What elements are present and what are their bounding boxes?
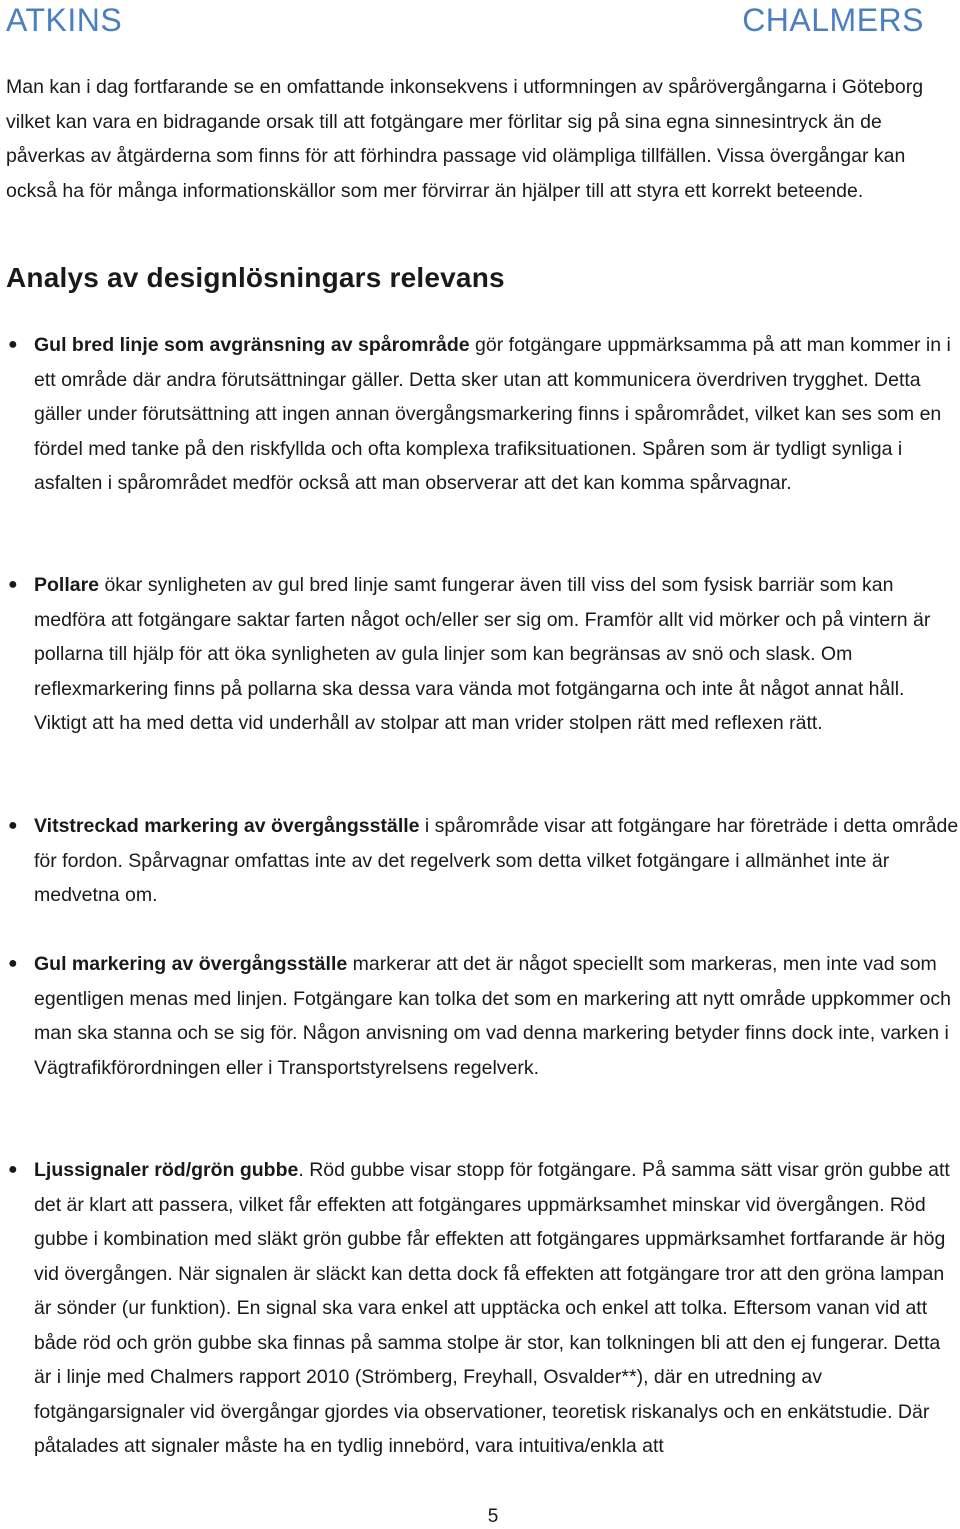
page-header: [0, 0, 960, 44]
bullet-bold-term: Gul markering av övergångsställe: [34, 953, 348, 975]
bullet-body: markerar att det är något speciellt som markeras, men inte vad som egentligen menas med linjen. Fotgängare kan tolka det som en markering att nytt område uppkommer och man ska stanna och se sig för. Någon anvisning om vad denna markering betyder finns dock inte, varken i Vägtrafikförordningen eller i Transportstyrelsens regelverk.: [34, 953, 951, 1079]
chalmers-logo-text: CHALMERS: [742, 2, 924, 38]
bullet-icon: ●: [8, 1161, 18, 1178]
bullet-body: i spårområde visar att fotgängare har företräde i detta område för fordon. Spårvagnar omfattas inte av det regelverk som detta vilket fotgängare i allmänhet inte är medvetna om.: [34, 815, 959, 906]
page-number: 5: [487, 1506, 499, 1527]
bullet-bold-term: Gul bred linje som avgränsning av spårområde: [34, 334, 470, 356]
section-title: Analys av designlösningars relevans: [6, 262, 505, 293]
bullet-icon: ●: [8, 576, 18, 593]
intro-paragraph: Man kan i dag fortfarande se en omfattande inkonsekvens i utformningen av spårövergångarna i Göteborg vilket kan vara en bidragande orsak till att fotgängare mer förlitar sig på sina egna sinnesintryck än de påverkas av åtgärderna som finns för att förhindra passage vid olämpliga tillfällen. Vissa övergångar kan också ha för många informationskällor som mer förvirrar än hjälper till att styra ett korrekt beteende.: [6, 76, 924, 202]
bullet-bold-term: Vitstreckad markering av övergångsställe: [34, 815, 420, 837]
bullet-body: ökar synligheten av gul bred linje samt fungerar även till viss del som fysisk barriär som kan medföra att fotgängare saktar farten något och/eller ser sig om. Framför allt vid mörker och på vintern är pollarna till hjälp för att öka synligheten av gula linjer som kan begränsas av snö och slask. Om reflexmarkering finns på pollarna ska dessa vara vända mot fotgängarna och inte åt något annat håll. Viktigt att ha med detta vid underhåll av stolpar att man vrider stolpen rätt med reflexen rätt.: [34, 574, 931, 734]
bullet-bold-term: Pollare: [34, 574, 100, 596]
atkins-logo-text: ATKINS: [6, 2, 123, 38]
bullet-body: . Röd gubbe visar stopp för fotgängare. På samma sätt visar grön gubbe att det är klart att passera, vilket får effekten att fotgängares uppmärksamhet minskar vid övergången. Röd gubbe i kombination med släkt grön gubbe får effekten att fotgängares uppmärksamhet fortfarande är hög vid övergången. När signalen är släckt kan detta dock få effekten att fotgängare tror att den gröna lampan är sönder (ur funktion). En signal ska vara enkel att upptäcka och enkel att tolka. Eftersom vanan vid att både röd och grön gubbe ska finnas på samma stolpe är stor, kan tolkningen bli att den ej fungerar. Detta är i linje med Chalmers rapport 2010 (Strömberg, Freyhall, Osvalder**), där en utredning av fotgängarsignaler vid övergångar gjordes via observationer, teoretisk riskanalys och en enkätstudie. Där påtalades att signaler måste ha en tydlig innebörd, vara intuitiva/enkla att: [34, 1159, 950, 1457]
bullet-icon: ●: [8, 955, 18, 972]
bullet-bold-term: Ljussignaler röd/grön gubbe: [34, 1159, 299, 1181]
bullet-icon: ●: [8, 817, 18, 834]
bullet-icon: ●: [8, 336, 18, 353]
bullet-body: gör fotgängare uppmärksamma på att man kommer in i ett område där andra förutsättningar gäller. Detta sker utan att kommunicera överdriven trygghet. Detta gäller under förutsättning att ingen annan övergångsmarkering finns i spårområdet, vilket kan ses som en fördel med tanke på den riskfyllda och ofta komplexa trafiksituationen. Spåren som är tydligt synliga i asfalten i spårområdet medför också att man observerar att det kan komma spårvagnar.: [34, 334, 951, 494]
